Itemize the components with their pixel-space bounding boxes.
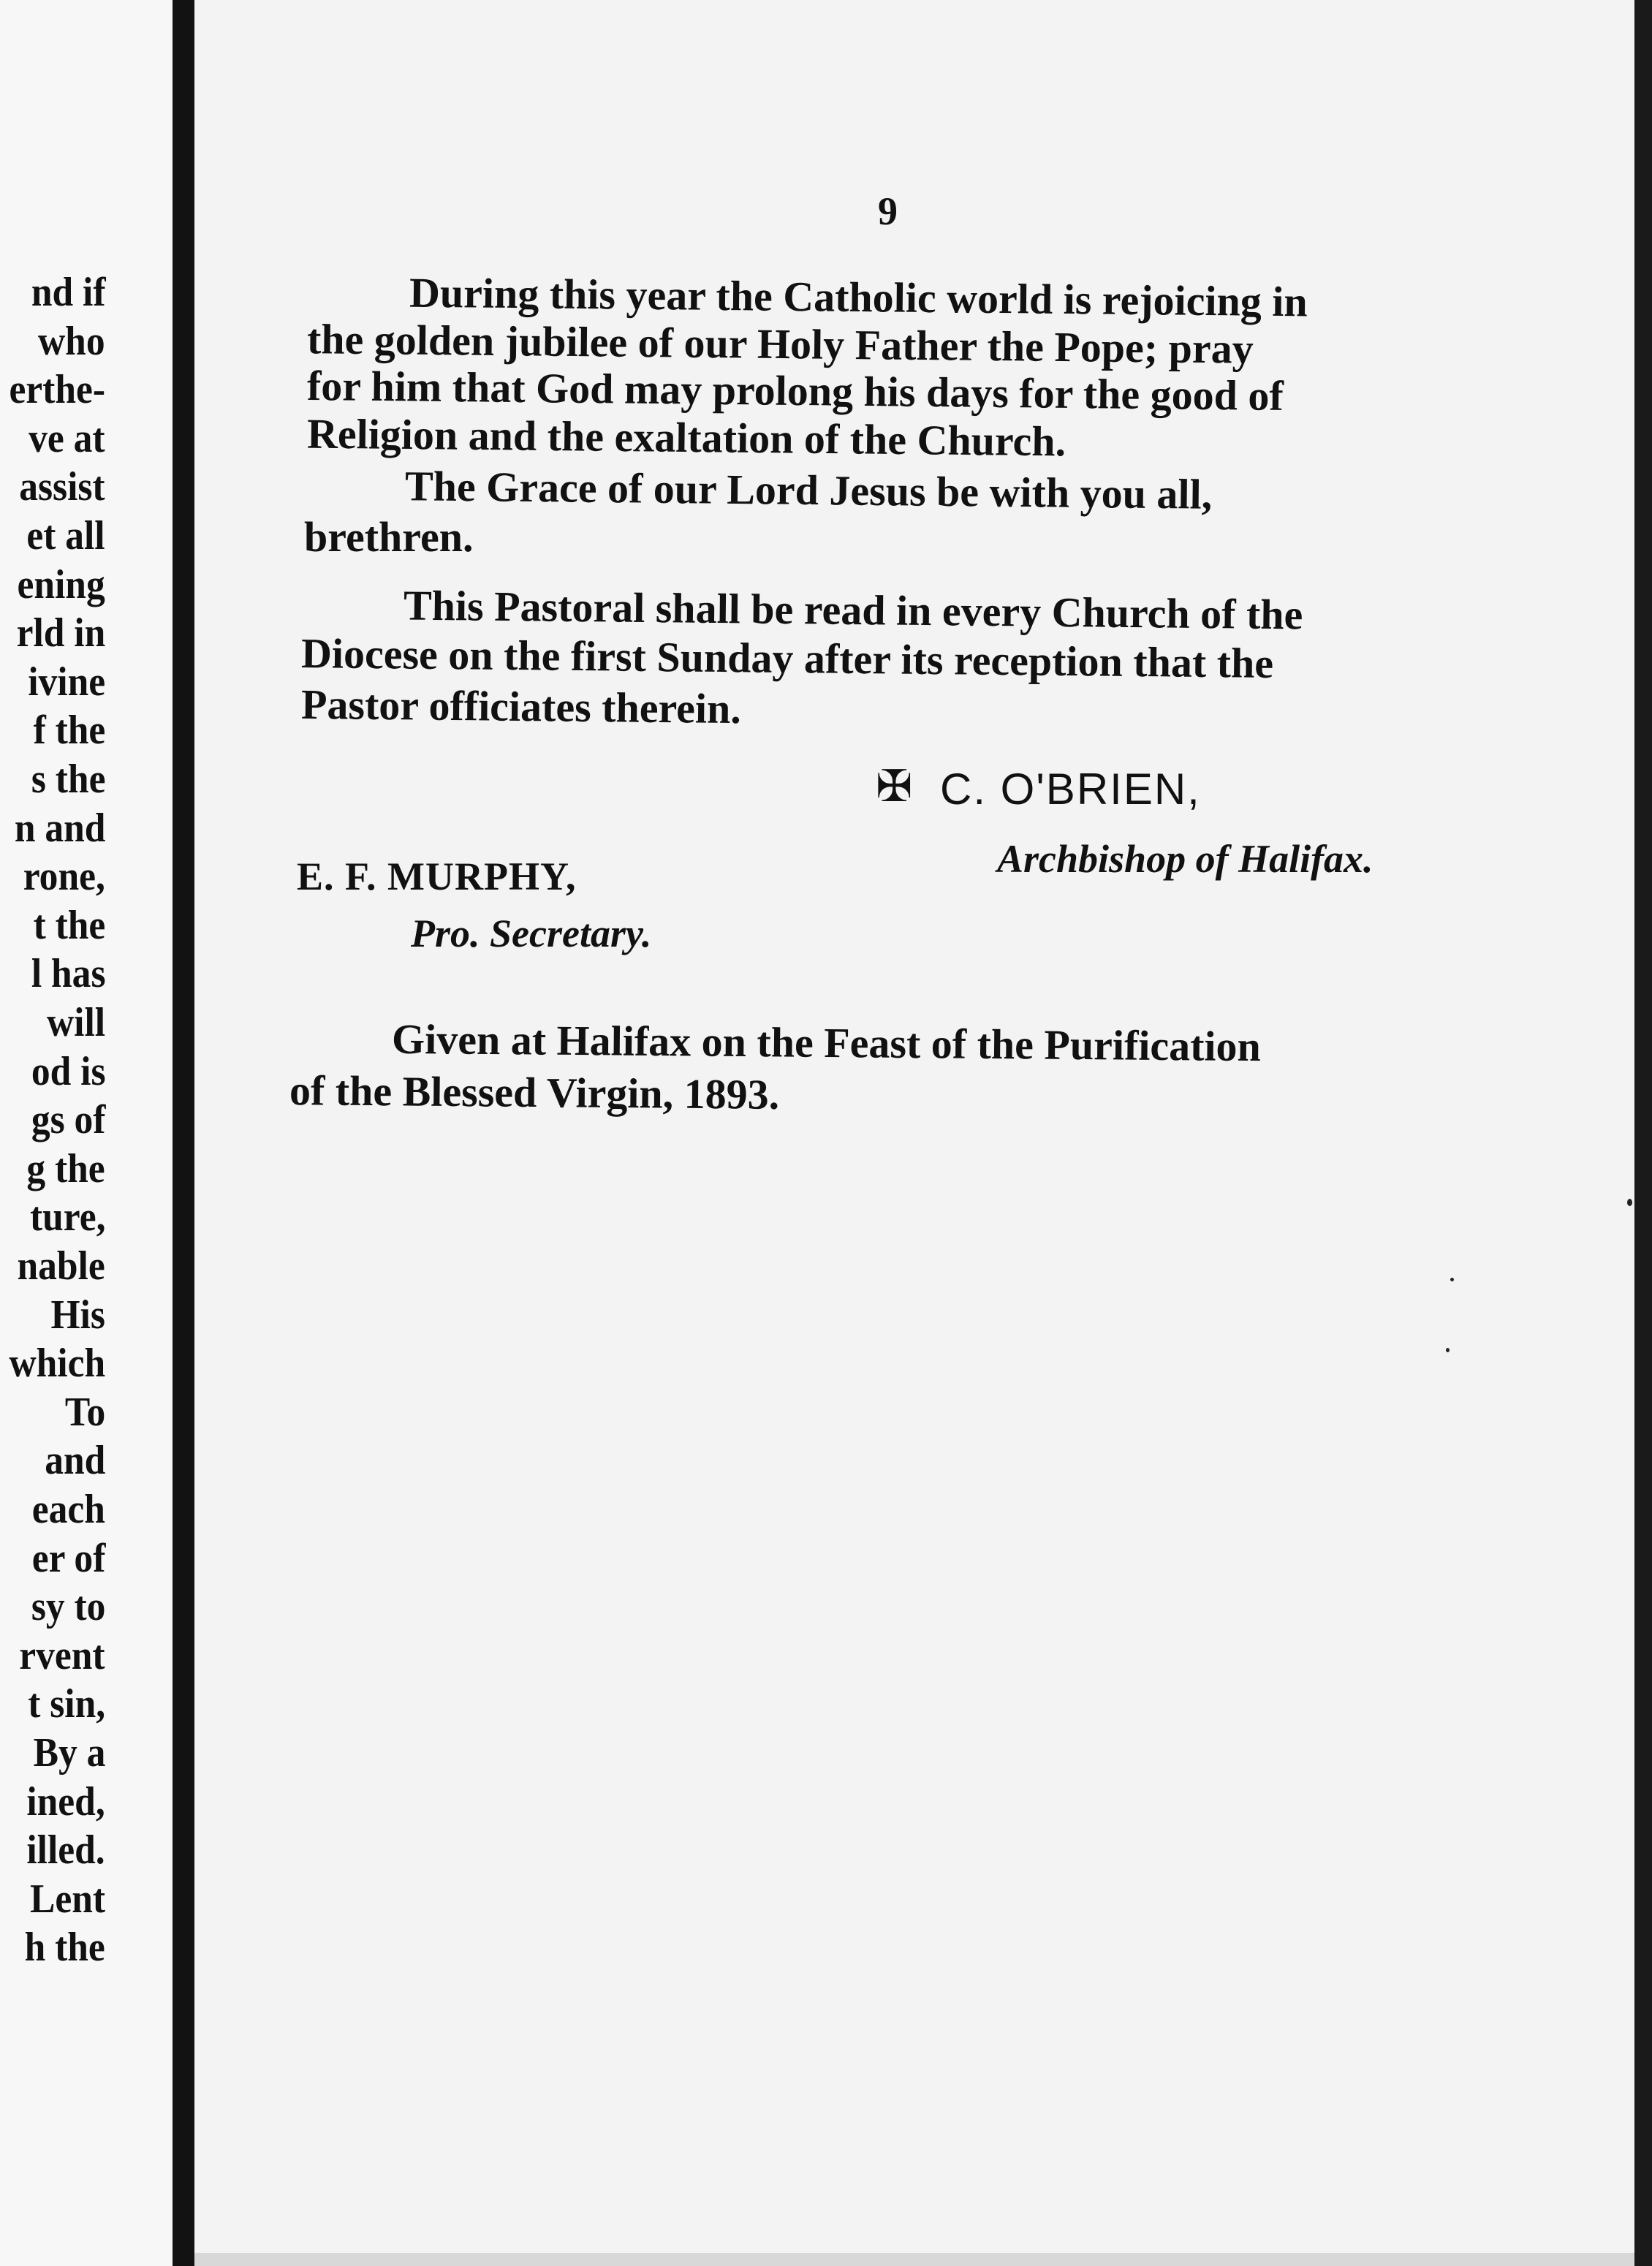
signer-name: C. O'BRIEN, — [940, 765, 1201, 814]
secretary-name: E. F. MURPHY, — [297, 855, 577, 898]
left-page-fragment: which — [9, 1341, 105, 1387]
text-line: Given at Halifax on the Feast of the Purification — [391, 1015, 1262, 1071]
left-page-fragment: sy to — [31, 1584, 105, 1630]
left-page-fragment: nable — [17, 1243, 105, 1289]
text-line: Diocese on the first Sunday after its reception that the — [300, 629, 1274, 687]
left-page-fragment: t sin, — [28, 1681, 105, 1727]
left-page-fragment: rld in — [16, 610, 105, 656]
left-page-fragment: ening — [17, 561, 105, 607]
text-line: The Grace of our Lord Jesus be with you all, — [404, 462, 1213, 518]
text-line: for him that God may prolong his days for the good of — [306, 362, 1284, 420]
secretary-title: Pro. Secretary. — [411, 912, 652, 955]
print-speck — [1450, 1278, 1454, 1281]
signer-title: Archbishop of Halifax. — [997, 837, 1373, 881]
left-page-fragment: ve at — [29, 415, 105, 461]
print-speck — [1627, 1199, 1632, 1206]
left-page-fragment: ture, — [29, 1194, 105, 1240]
left-page-fragment: each — [31, 1487, 105, 1532]
left-page-fragment: rvent — [19, 1632, 105, 1678]
text-line: the golden jubilee of our Holy Father the Pope; pray — [306, 315, 1254, 373]
left-page-fragment: er of — [31, 1535, 105, 1581]
page-right-edge — [1634, 0, 1652, 2266]
page-number: 9 — [878, 189, 898, 233]
text-line: of the Blessed Virgin, 1893. — [289, 1066, 780, 1118]
text-line: During this year the Catholic world is rejoicing in — [409, 268, 1308, 326]
left-page-fragment: By a — [33, 1730, 105, 1776]
left-page-fragment: will — [46, 1000, 105, 1045]
left-page-fragment: gs of — [31, 1097, 105, 1143]
left-page — [0, 0, 173, 2266]
left-page-fragment: Lent — [29, 1876, 105, 1922]
left-page-fragment: erthe- — [9, 367, 105, 413]
left-page-fragment: l has — [31, 951, 105, 997]
page-bottom-edge — [194, 2253, 1652, 2266]
text-line: brethren. — [304, 513, 474, 561]
left-page-fragment: g the — [26, 1145, 105, 1191]
print-speck — [1446, 1348, 1450, 1352]
book-gutter — [173, 0, 194, 2266]
text-line: Pastor officiates therein. — [300, 680, 742, 733]
left-page-fragment: h the — [24, 1925, 105, 1971]
left-page-fragment: who — [38, 318, 105, 364]
left-page-fragment: To — [64, 1389, 105, 1435]
text-line: This Pastoral shall be read in every Church of the — [403, 581, 1303, 639]
left-page-fragment: t the — [33, 902, 105, 948]
left-page-fragment: ivine — [28, 659, 105, 705]
cross-icon: ✠ — [876, 761, 913, 812]
left-page-fragment: and — [44, 1438, 105, 1484]
text-line: Religion and the exaltation of the Church. — [306, 409, 1066, 466]
left-page-fragment: illed. — [26, 1827, 105, 1873]
left-page-fragment: et all — [26, 513, 105, 558]
left-page-fragment: od is — [31, 1048, 105, 1094]
left-page-fragment: s the — [31, 757, 105, 802]
left-page-fragment: nd if — [31, 270, 105, 315]
left-page-fragment: His — [50, 1292, 105, 1338]
left-page-fragment: assist — [19, 464, 105, 510]
left-page-fragment: f the — [33, 708, 105, 754]
left-page-fragment: n and — [14, 805, 105, 851]
left-page-fragment: rone, — [23, 854, 105, 900]
right-page — [194, 0, 1652, 2266]
left-page-fragment: ined, — [26, 1778, 105, 1824]
